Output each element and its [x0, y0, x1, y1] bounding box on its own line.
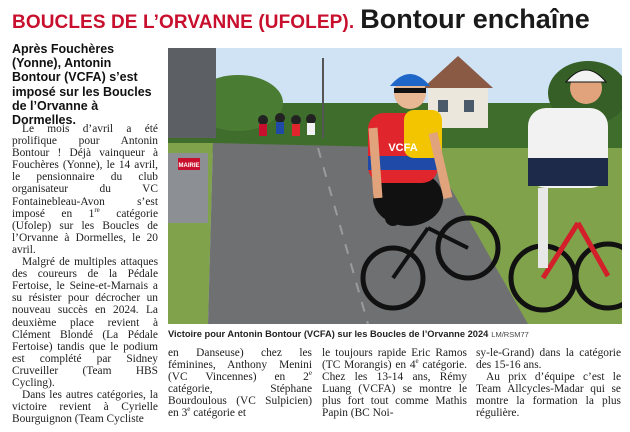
c2-sup-1: e: [308, 369, 312, 378]
article-paragraph-1: [12, 123, 158, 256]
c2-sup-2: e: [187, 405, 191, 414]
article-column-4: [476, 347, 621, 420]
c2-text-a: en Danseuse) chez les féminines, Anthony Menini (VC Vincennes) en 2: [168, 347, 312, 384]
race-photo: [168, 48, 622, 324]
lead-paragraph: Après Fouchères (Yonne), Antonin Bontour (VCFA) s’est imposé sur les Boucles de l’Orvanne à Dormelles.: [12, 42, 152, 128]
photo-caption-text: Victoire pour Antonin Bontour (VCFA) sur les Boucles de l’Orvanne 2024: [168, 329, 489, 339]
c2-text-b: catégorie, Stéphane Bourdoulous (VC Sulpicien) en 3: [168, 383, 312, 420]
photo-caption: [168, 329, 622, 339]
c2-text-c: catégorie et: [190, 407, 247, 420]
article-column-2-text: [168, 347, 312, 420]
photo-building-left: [168, 48, 216, 138]
p1-text-b: catégorie (Ufolep) sur les Boucles de l’Orvanne à Dormelles, le 20 avril.: [12, 207, 159, 256]
headline-kicker: BOUCLES DE L’ORVANNE (UFOLEP).: [12, 12, 355, 33]
article-column-4-paragraph-2: Au prix d’équipe c’est le Team Allcycles-Madar qui se montre la formation la plus régulière.: [476, 371, 621, 420]
photo-jersey-text: VCFA: [388, 142, 418, 154]
photo-sign-text: MAIRIE: [178, 163, 200, 169]
article-column-3-text: [322, 347, 467, 420]
c3-sup: e: [415, 357, 419, 366]
article-paragraph-2: Malgré de multiples attaques des coureurs de la Pédale Fertoise, le Seine-et-Marnais a su résister pour décrocher un nouveau succès en 2024. La deuxième place revient à Clément Blondé (La Pédale Fertoise) tandis que le podium est complété par Sidney Cruveiller (Team HBS Cycling).: [12, 256, 158, 389]
article-column-3: [322, 347, 467, 420]
headline-title: Bontour enchaîne: [360, 4, 590, 34]
article-column-1: [12, 123, 158, 425]
photo-credit: LM/RSM77: [491, 330, 529, 339]
article-column-2: [168, 347, 312, 420]
photo-house-window: [464, 100, 474, 112]
p1-text-a: Le mois d’avril a été prolifique pour Antonin Bontour ! Déjà vainqueur à Fouchères (Yonne), le 14 avril, le pensionnaire du club organisateur du VC Fontainebleau-Avon s’est imposé en 1: [12, 123, 158, 220]
c3-text-a: le toujours rapide Eric Ramos (TC Morangis) en 4: [322, 347, 467, 372]
article-paragraph-3: Dans les autres catégories, la victoire revient à Cyrielle Bourguignon (Team Cycliste: [12, 389, 158, 426]
race-photo-illustration: [168, 48, 622, 324]
headline: [12, 4, 590, 36]
photo-house-window: [438, 100, 448, 112]
p1-sup: re: [94, 205, 100, 214]
c3-text-b: catégorie. Chez les 13-14 ans, Rémy Luang (VCFA) se montre le plus fort tout comme Mathis Papin (BC Noi-: [322, 359, 468, 420]
article-column-4-text: sy-le-Grand) dans la catégorie des 15-16 ans.: [476, 347, 621, 372]
